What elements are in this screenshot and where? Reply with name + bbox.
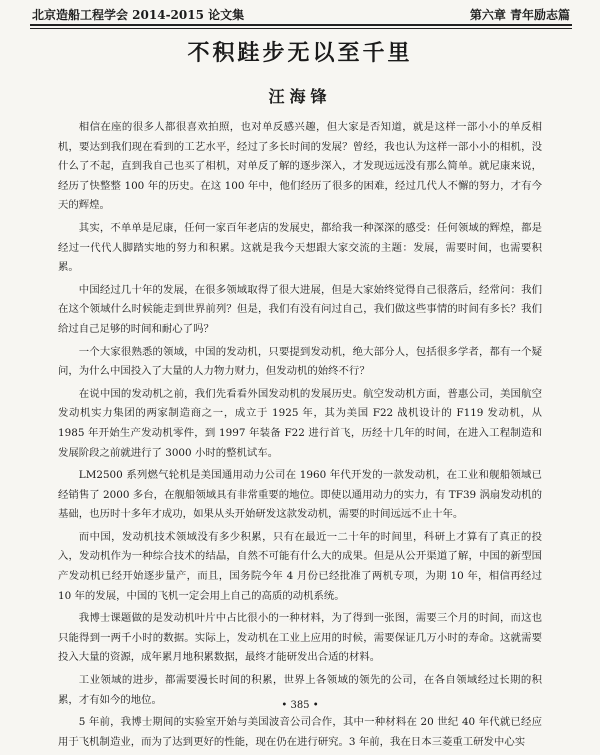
paragraph-3: 中国经过几十年的发展，在很多领域取得了很大进展，但是大家始终觉得自己很落后，经常问：我们在这个领域什么时候能走到世界前列？但是，我们有没有问过自己，我们做这些事情的时间有多长？我们给过自己足够的时间和耐心了吗？	[58, 283, 542, 335]
paragraph-7: 而中国，发动机技术领域没有多少积累，只有在最近一二十年的时间里，科研上才算有了真正的投入，发动机作为一种综合技术的结晶，自然不可能有什么大的成果。但是从公开渠道了解，中国的新型国产发动机已经开始逐步量产，而且，国务院今年 4 月份已经批准了两机专项，为期 10 年，相信再经过 10 年的发展，中国的飞机一定会用上自己的高质的动机系统。	[58, 530, 542, 602]
paragraph-9: 工业领域的进步，都需要漫长时间的积累，世界上各领域的领先的公司，在各自领域经过长期的积累，才有如今的地位。	[58, 674, 542, 706]
paragraph-5: 在说中国的发动机之前，我们先看看外国发动机的发展历史。航空发动机方面，普惠公司，美国航空发动机实力集团的两家制造商之一，成立于 1925 年，其为美国 F22 战机设计的 F119 发动机，从 1985 年开始生产发动机零件，到 1997 年装备 F22 进行首飞，历经十几年的时间，在进入工程制造和发展阶段之前就进行了 3000 小时的整机试车。	[58, 387, 542, 459]
article-body	[58, 118, 542, 755]
header-rule	[30, 24, 572, 26]
article-title: 不积跬步无以至千里	[187, 40, 413, 66]
author-name: 汪海锋	[268, 87, 332, 106]
paragraph-4: 一个大家很熟悉的领域，中国的发动机，只要提到发动机，绝大部分人，包括很多学者，都有一个疑问，为什么中国投入了大量的人力物力财力，但发动机的始终不行？	[58, 345, 542, 378]
header-chapter-title: 第六章 青年励志篇	[469, 7, 570, 22]
header-rule-thin	[30, 28, 572, 29]
running-header	[32, 5, 570, 23]
header-book-title: 北京造船工程学会 2014-2015 论文集	[32, 7, 245, 22]
paragraph-8: 我博士课题做的是发动机叶片中占比很小的一种材料，为了得到一张图，需要三个月的时间，而这也只能得到一两千小时的数据。实际上，发动机在工业上应用的时候，需要保证几万小时的寿命。这就需要投入大量的资源，成年累月地积累数据，最终才能研发出合适的材料。	[58, 612, 542, 664]
paragraph-10: 5 年前，我博士期间的实验室开始与美国波音公司合作，其中一种材料在 20 世纪 40 年代就已经应用于飞机制造业，而为了达到更好的性能，现在仍在进行研究。3 年前，我在日本三菱重工研发中心实	[58, 716, 542, 748]
paragraph-2: 其实，不单单是尼康，任何一家百年老店的发展史，都给我一种深深的感受：任何领域的辉煌，都是经过一代代人脚踏实地的努力和积累。这就是我今天想跟大家交流的主题：发展，需要时间，也需要积累。	[58, 221, 542, 274]
paragraph-1: 相信在座的很多人都很喜欢拍照，也对单反感兴趣，但大家是否知道，就是这样一部小小的单反相机，要达到我们现在看到的工艺水平，经过了多长时间的发展？曾经，我也认为这样一部小小的相机，没什么了不起，直到我自己也买了相机，对单反了解的逐步深入，才发现远远没有那么简单。就尼康来说，经历了快整整 100 年的历史。在这 100 年中，他们经历了很多的困难，经过几代人不懈的努力，才有今天的辉煌。	[58, 121, 542, 212]
paragraph-6: LM2500 系列燃气轮机是美国通用动力公司在 1960 年代开发的一款发动机，在工业和舰船领域已经销售了 2000 多台，在舰船领域具有非常重要的地位。即使以通用动力的实力，有 TF39 涡扇发动机的基础，也历时十多年才成功，如果从头开始研发这款发动机，需要的时间远远不止十年。	[58, 469, 542, 521]
page-number: • 385 •	[281, 700, 319, 711]
